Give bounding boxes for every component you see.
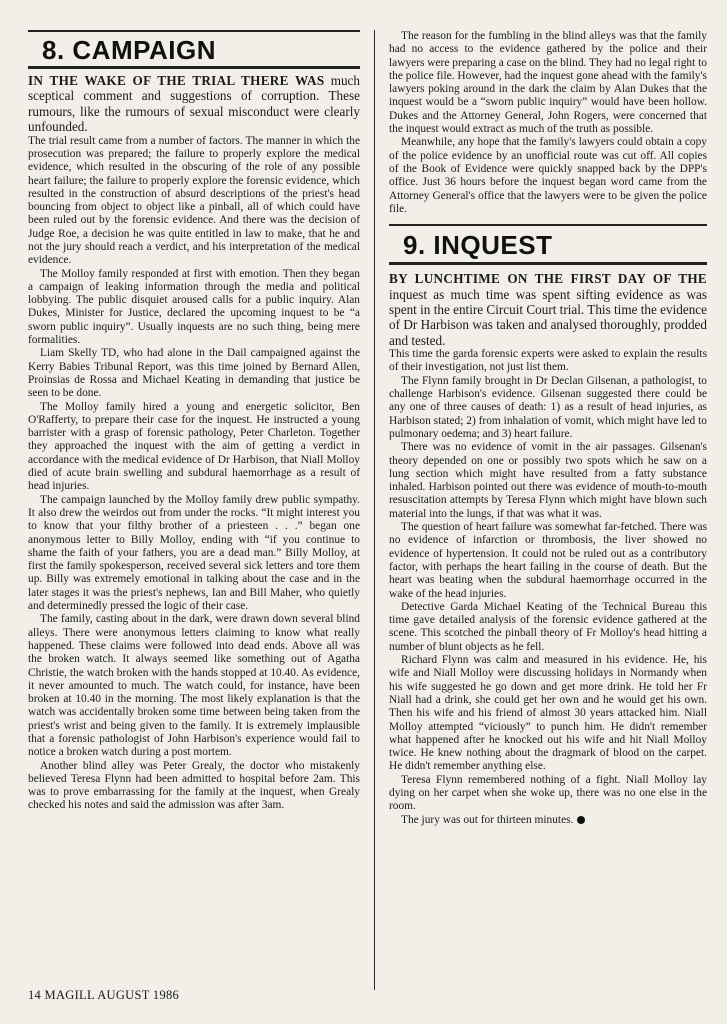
lead-paragraph: [28, 73, 360, 135]
end-bullet-icon: [577, 816, 585, 824]
section-heading-campaign: 8. CAMPAIGN: [42, 35, 217, 65]
lead-caps: BY LUNCHTIME ON THE FIRST DAY OF THE: [389, 271, 707, 287]
paragraph: The Flynn family brought in Dr Declan Gilsenan, a pathologist, to challenge Harbison's evidence. Gilsenan suggested there could be any one of three causes of death: 1) as a result of head injuries, as Harbison stated; 2) from inhalation of vomit, which might have led to pulmonary oedema; and 3) heart failure.: [389, 374, 707, 440]
paragraph: This time the garda forensic experts were asked to explain the results of their investigation, not just list them.: [389, 348, 707, 374]
top-rule: [28, 30, 360, 32]
lead-text: much sceptical comment and suggestions of corruption. These rumours, like the rumours of sexual misconduct were clearly unfounded.: [28, 73, 360, 135]
heading-rule: [28, 66, 360, 69]
paragraph: Another blind alley was Peter Grealy, the doctor who mistakenly believed Teresa Flynn had been admitted to hospital before 2am. This was to prove embarrassing for the family at the inquest, when Grealy checked his notes and said the admission was after 3am.: [28, 759, 360, 812]
paragraph: The Molloy family responded at first with emotion. Then they began a campaign of leaking information through the media and political lobbying. The public disquiet aroused calls for a public inquiry. Alan Dukes, Minister for Justice, declared the upcoming inquest to be “a sworn public inquiry”. Usually inquests are no such thing, being mere formalities.: [28, 267, 360, 347]
paragraph: The family, casting about in the dark, were drawn down several blind alleys. There were anonymous letters claiming to know what really happened. These claims were followed into dead ends. Above all was the broken watch. It always seemed like something out of Agatha Christie, the watch broken with the hands stopped at 10.40. As evidence, it never amounted to much. The watch could, for instance, have been broken at 10.40 in the morning. The most likely explanation is that the watch was accidentally broken some time between being taken from the priest's wrist and being given to the family. It is extremely implausible that a forensic pathologist of John Harbison's experience would fail to notice a broken watch during a post mortem.: [28, 613, 360, 759]
column-divider: [374, 30, 375, 990]
lead-caps: IN THE WAKE OF THE TRIAL THERE WAS: [28, 73, 325, 88]
paragraph: Liam Skelly TD, who had alone in the Dail campaigned against the Kerry Babies Tribunal Report, was this time joined by Bernard Allen, Proinsias de Rossa and Michael Keating in demanding that justice be seen to be done.: [28, 347, 360, 400]
lead-text: inquest as much time was spent sifting evidence as was spent in the entire Circuit Court trial. This time the evidence of Dr Harbison was taken and analysed thoroughly, prodded and tested.: [389, 286, 707, 348]
paragraph: Richard Flynn was calm and measured in his evidence. He, his wife and Niall Molloy were discussing holidays in Normandy when his wife suggested he go down and get more drink. He told her Fr Niall had a drink, she could get her own and he would get his own. Then his wife and his friend of almost 30 years attacked him. Niall Molloy attempted “viciously” to punch him. He didn't remember what happened after he knocked out his wife and hit Niall Molloy twice. He knew nothing about the dragmark of blood on the carpet. He didn't remember anything else.: [389, 654, 707, 773]
section-heading-inquest: 9. INQUEST: [403, 230, 553, 261]
paragraph: Teresa Flynn remembered nothing of a fight. Niall Molloy lay dying on her carpet when she woke up, there was no one else in the room.: [389, 773, 707, 813]
final-paragraph: [389, 814, 707, 827]
paragraph: The campaign launched by the Molloy family drew public sympathy. It also drew the weirdos out from under the rocks. “It might interest you to know that your filthy brother of a priesteen . . .” began one anonymous letter to Billy Molloy, ending with “if you continue to shame the faith of your fathers, you are a dead man.” Billy Molloy, at first the family spokesperson, received several sick letters and tore them up. Billy was extremely emotional in talking about the case and in the later stages it was the priest's nephews, Ian and Bill Maher, who quietly and determinedly pressed the logic of their case.: [28, 493, 360, 613]
paragraph: There was no evidence of vomit in the air passages. Gilsenan's theory depended on one or possibly two spots which he saw on a lung section which might have resulted from a fatty substance inhaled. Harbison pointed out there was evidence of mouth-to-mouth resuscitation attempts by Teresa Flynn which might have blown such material into the lungs, if that was what it was.: [389, 441, 707, 520]
paragraph: The Molloy family hired a young and energetic solicitor, Ben O'Rafferty, to prepare their case for the inquest. He instructed a young barrister with a grasp of forensic pathology, Peter Charleton. Together they approached the inquest with the aim of getting a verdict in accordance with the medical evidence of Dr Harbison, that Niall Molloy died of acute brain swelling and subdural haemorrhage as a result of head injuries.: [28, 400, 360, 493]
paragraph: The reason for the fumbling in the blind alleys was that the family had no access to the evidence gathered by the police and their lawyers were preparing a case on the blind. They had no legal right to the police file. However, had the inquest gone ahead with the family's lawyers poking around in the dark the claim by Alan Dukes that the inquest would be a “sworn public inquiry” would have been hollow. Dukes and the Attorney General, John Rogers, were concerned that the inquest would extract as much of the truth as possible.: [389, 30, 707, 136]
page-footer: 14 MAGILL AUGUST 1986: [28, 988, 180, 1002]
final-text: The jury was out for thirteen minutes.: [401, 813, 574, 826]
left-column: [28, 30, 360, 813]
paragraph: The question of heart failure was somewhat far-fetched. There was no evidence of infarction or thrombosis, the liver showed no evidence of hypertension. It could not be ruled out as a contributory factor, with perhaps the heart failing in the course of death. But the heart was beating when the subdural haemorrhage occurred in the wake of the head injuries.: [389, 521, 707, 600]
heading-box: [389, 224, 707, 265]
paragraph: Meanwhile, any hope that the family's lawyers could obtain a copy of the police evidence by an unofficial route was cut off. All copies of the Book of Evidence were quickly snapped back by the DPP's office. Just 36 hours before the inquest began word came from the Attorney General's office that the lawyers were to be given the police file.: [389, 136, 707, 215]
lead-paragraph: [389, 271, 707, 348]
right-column: [389, 30, 707, 827]
paragraph: Detective Garda Michael Keating of the Technical Bureau this time gave detailed analysis of the forensic evidence gathered at the scene. This scotched the pinball theory of Fr Molloy's head hitting a number of blunt objects as he fell.: [389, 600, 707, 653]
paragraph: The trial result came from a number of factors. The manner in which the prosecution was prepared; the failure to properly explore the medical evidence, which resulted in the obscuring of the role of any possible heart failure; the failure to properly explore the forensic evidence, which resulted in the construction of absurd descriptions of the priest's head bouncing from object to object like a pinball, all of which could have been ruled out by the forensic evidence. And there was the decision of Judge Roe, a decision he was quite entitled in law to make, that he and not the jury should reach a verdict, and his interpretation of the medical evidence.: [28, 134, 360, 267]
